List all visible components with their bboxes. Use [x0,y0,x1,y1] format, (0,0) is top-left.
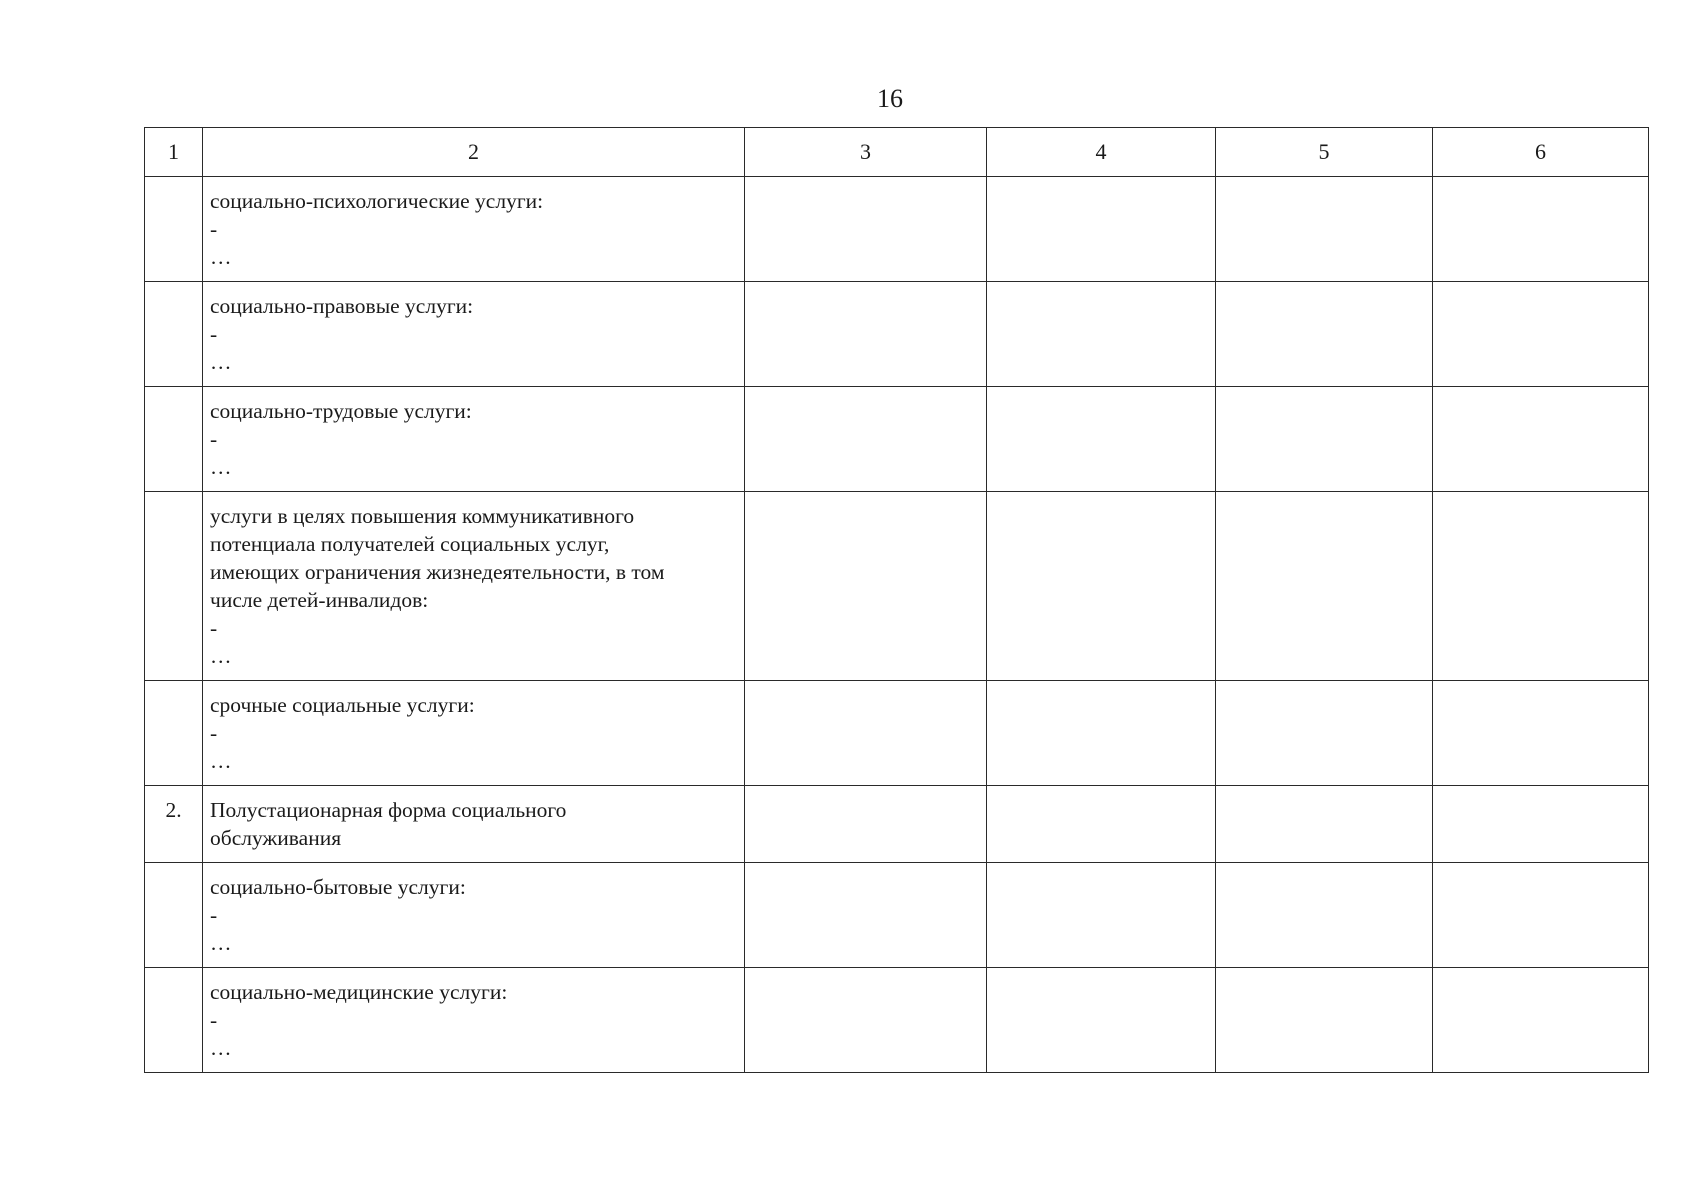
service-category-title: социально-трудовые услуги: [210,399,472,423]
service-category-title: социально-медицинские услуги: [210,980,508,1004]
section-description [203,786,745,863]
table-row [145,863,1649,968]
table-row [145,968,1649,1073]
table-cell-col3 [745,282,987,387]
row-number [145,681,203,786]
table-cell-col6 [1433,492,1649,681]
table-cell-col5 [1216,177,1433,282]
service-description [203,681,745,786]
service-category-title-line-2: потенциала получателей социальных услуг, [210,532,610,556]
service-item-ellipsis: … [210,350,232,374]
service-item-dash: - [210,1008,218,1032]
service-category-title-line-3: имеющих ограничения жизнедеятельности, в том [210,560,665,584]
table-cell-col4 [987,863,1216,968]
service-item-dash: - [210,903,218,927]
section-title-line-1: Полустационарная форма социального [210,798,567,822]
table-header-row [145,128,1649,177]
row-number [145,968,203,1073]
table-cell-col6 [1433,387,1649,492]
table-cell-col4 [987,177,1216,282]
table-cell-col4 [987,492,1216,681]
table-row [145,387,1649,492]
table-cell-col5 [1216,786,1433,863]
service-description [203,863,745,968]
service-item-dash: - [210,217,218,241]
service-item-ellipsis: … [210,749,232,773]
table-cell-col3 [745,681,987,786]
service-category-title: социально-правовые услуги: [210,294,474,318]
table-row [145,177,1649,282]
service-description [203,968,745,1073]
table-cell-col3 [745,968,987,1073]
row-number [145,177,203,282]
table-cell-col6 [1433,863,1649,968]
service-description [203,282,745,387]
section-title-line-2: обслуживания [210,826,342,850]
table-cell-col5 [1216,968,1433,1073]
column-header-5: 5 [1216,128,1433,177]
service-description [203,387,745,492]
service-item-ellipsis: … [210,931,232,955]
service-category-title-line-4: числе детей-инвалидов: [210,588,429,612]
service-item-dash: - [210,427,218,451]
service-item-ellipsis: … [210,644,232,668]
row-number: 2. [145,786,203,863]
service-item-ellipsis: … [210,455,232,479]
table-cell-col4 [987,681,1216,786]
page-number: 16 [877,84,903,113]
table-cell-col4 [987,282,1216,387]
row-number [145,863,203,968]
table-cell-col3 [745,492,987,681]
table-cell-col6 [1433,786,1649,863]
table-cell-col5 [1216,282,1433,387]
table-cell-col5 [1216,387,1433,492]
row-number [145,387,203,492]
service-description [203,177,745,282]
column-header-2: 2 [203,128,745,177]
table-cell-col3 [745,863,987,968]
service-category-title-line-1: услуги в целях повышения коммуникативного [210,504,635,528]
table-cell-col5 [1216,681,1433,786]
table-cell-col4 [987,387,1216,492]
service-category-title: срочные социальные услуги: [210,693,475,717]
service-item-dash: - [210,721,218,745]
table-cell-col3 [745,387,987,492]
table-cell-col4 [987,968,1216,1073]
service-description [203,492,745,681]
table-cell-col6 [1433,282,1649,387]
service-item-ellipsis: … [210,245,232,269]
table-cell-col3 [745,177,987,282]
service-item-dash: - [210,616,218,640]
service-item-ellipsis: … [210,1036,232,1060]
row-number [145,492,203,681]
table-cell-col3 [745,786,987,863]
row-number [145,282,203,387]
table-cell-col6 [1433,681,1649,786]
table-row-section [145,786,1649,863]
services-table [144,127,1649,1073]
service-category-title: социально-психологические услуги: [210,189,544,213]
column-header-6: 6 [1433,128,1649,177]
column-header-3: 3 [745,128,987,177]
service-category-title: социально-бытовые услуги: [210,875,466,899]
table-cell-col6 [1433,177,1649,282]
column-header-4: 4 [987,128,1216,177]
table-row [145,282,1649,387]
table-cell-col6 [1433,968,1649,1073]
table-cell-col4 [987,786,1216,863]
table-cell-col5 [1216,492,1433,681]
table-row [145,492,1649,681]
column-header-1: 1 [145,128,203,177]
service-item-dash: - [210,322,218,346]
table-row [145,681,1649,786]
table-cell-col5 [1216,863,1433,968]
